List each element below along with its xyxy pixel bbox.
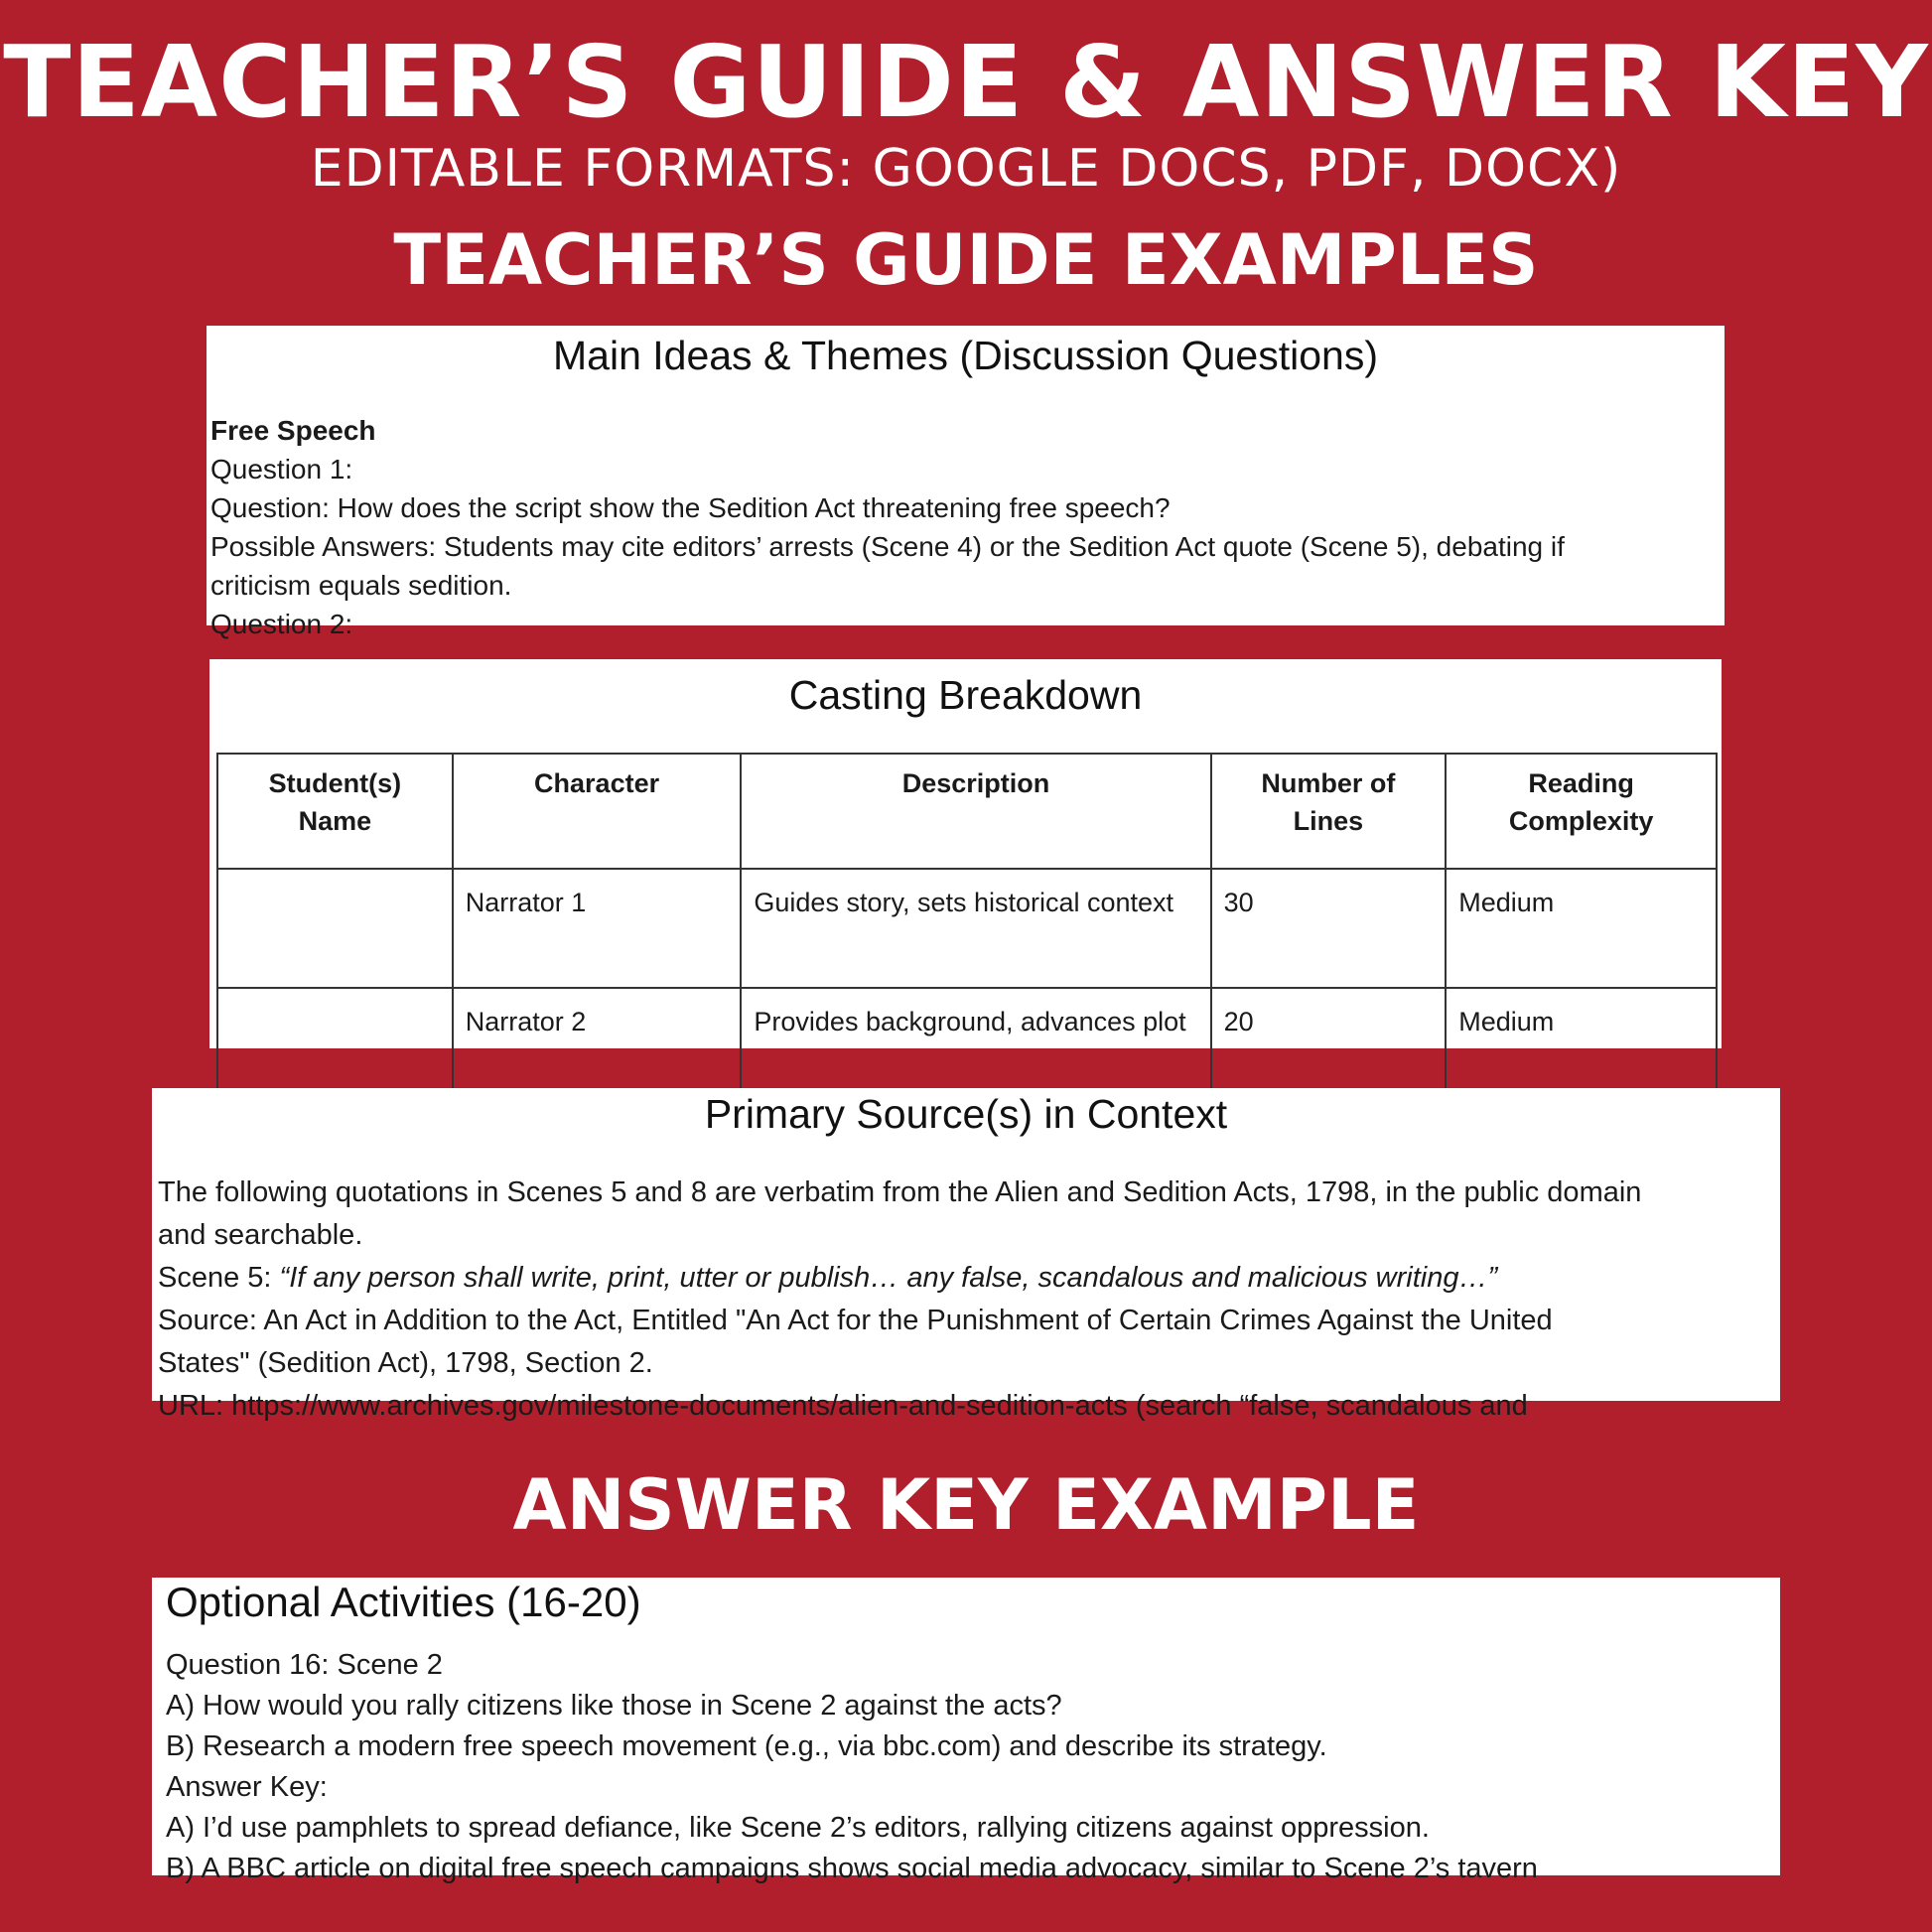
answer-key-example-heading: ANSWER KEY EXAMPLE: [512, 1464, 1420, 1546]
casting-panel: [209, 659, 1722, 1048]
complexity-cell: Medium: [1446, 988, 1717, 1107]
text-line: A) I’d use pamphlets to spread defiance, like Scene 2’s editors, rallying citizens against oppression.: [166, 1812, 1430, 1844]
text-line: criticism equals sedition.: [210, 570, 512, 601]
text-line: B) Research a modern free speech movement (e.g., via bbc.com) and describe its strategy.: [166, 1730, 1327, 1762]
lines-cell: 20: [1211, 988, 1447, 1107]
section-label: Free Speech: [210, 415, 376, 446]
scene-label: Scene 5:: [158, 1262, 280, 1294]
main-ideas-panel: [207, 326, 1725, 639]
lines-cell: 30: [1211, 869, 1447, 988]
text-line: Possible Answers: Students may cite editors’ arrests (Scene 4) or the Sedition Act quote (Scene 5), debating if: [210, 531, 1565, 562]
character-cell: Narrator 1: [453, 869, 742, 988]
text-line: Answer Key:: [166, 1771, 328, 1803]
text-line: Question: How does the script show the Sedition Act threatening free speech?: [210, 492, 1171, 523]
student-name-cell[interactable]: [217, 869, 453, 988]
primary-sources-panel: [152, 1088, 1780, 1422]
text-line: and searchable.: [158, 1219, 363, 1251]
table-header-row: [217, 754, 1717, 869]
description-cell: Guides story, sets historical context: [741, 869, 1210, 988]
main-title: TEACHER’S GUIDE & ANSWER KEY: [3, 24, 1929, 140]
column-header: Student(s) Name: [217, 754, 453, 869]
scene-quote-line: [158, 1257, 1641, 1300]
text-line: Question 2:: [210, 609, 353, 639]
column-header: Character: [453, 754, 742, 869]
formats-subtitle: EDITABLE FORMATS: GOOGLE DOCS, PDF, DOCX): [310, 139, 1622, 199]
table-row: [217, 869, 1717, 988]
character-cell: Narrator 2: [453, 988, 742, 1107]
panel-body: [158, 1172, 1641, 1428]
text-line: A) How would you rally citizens like those in Scene 2 against the acts?: [166, 1690, 1062, 1722]
column-header: Reading Complexity: [1446, 754, 1717, 869]
panel-title: Optional Activities (16-20): [166, 1579, 641, 1625]
text-line: Question 1:: [210, 454, 353, 484]
url-line: URL: https://www.archives.gov/milestone-documents/alien-and-sedition-acts (search “false, scandalous and: [158, 1390, 1528, 1422]
text-line: The following quotations in Scenes 5 and 8 are verbatim from the Alien and Sedition Acts, 1798, in the public domain: [158, 1176, 1642, 1208]
text-line: Question 16: Scene 2: [166, 1649, 443, 1681]
optional-activities-panel: [152, 1578, 1780, 1884]
panel-body: [210, 411, 1565, 643]
text-line: Source: An Act in Addition to the Act, Entitled "An Act for the Punishment of Certain Crimes Against the United: [158, 1305, 1553, 1336]
text-line: States" (Sedition Act), 1798, Section 2.: [158, 1347, 653, 1379]
panel-title: Main Ideas & Themes (Discussion Questions): [553, 333, 1378, 378]
text-line: B) A BBC article on digital free speech campaigns shows social media advocacy, similar to Scene 2’s tavern: [166, 1853, 1538, 1884]
casting-table: [216, 753, 1718, 1108]
complexity-cell: Medium: [1446, 869, 1717, 988]
panel-title: Casting Breakdown: [788, 672, 1143, 718]
description-cell: Provides background, advances plot: [741, 988, 1210, 1107]
column-header: Number of Lines: [1211, 754, 1447, 869]
panel-title: Primary Source(s) in Context: [704, 1091, 1228, 1137]
scene-quote: “If any person shall write, print, utter or publish… any false, scandalous and malicious writing…”: [279, 1262, 1498, 1294]
panel-body: [166, 1645, 1538, 1889]
teachers-guide-examples-heading: TEACHER’S GUIDE EXAMPLES: [393, 219, 1539, 301]
column-header: Description: [741, 754, 1210, 869]
